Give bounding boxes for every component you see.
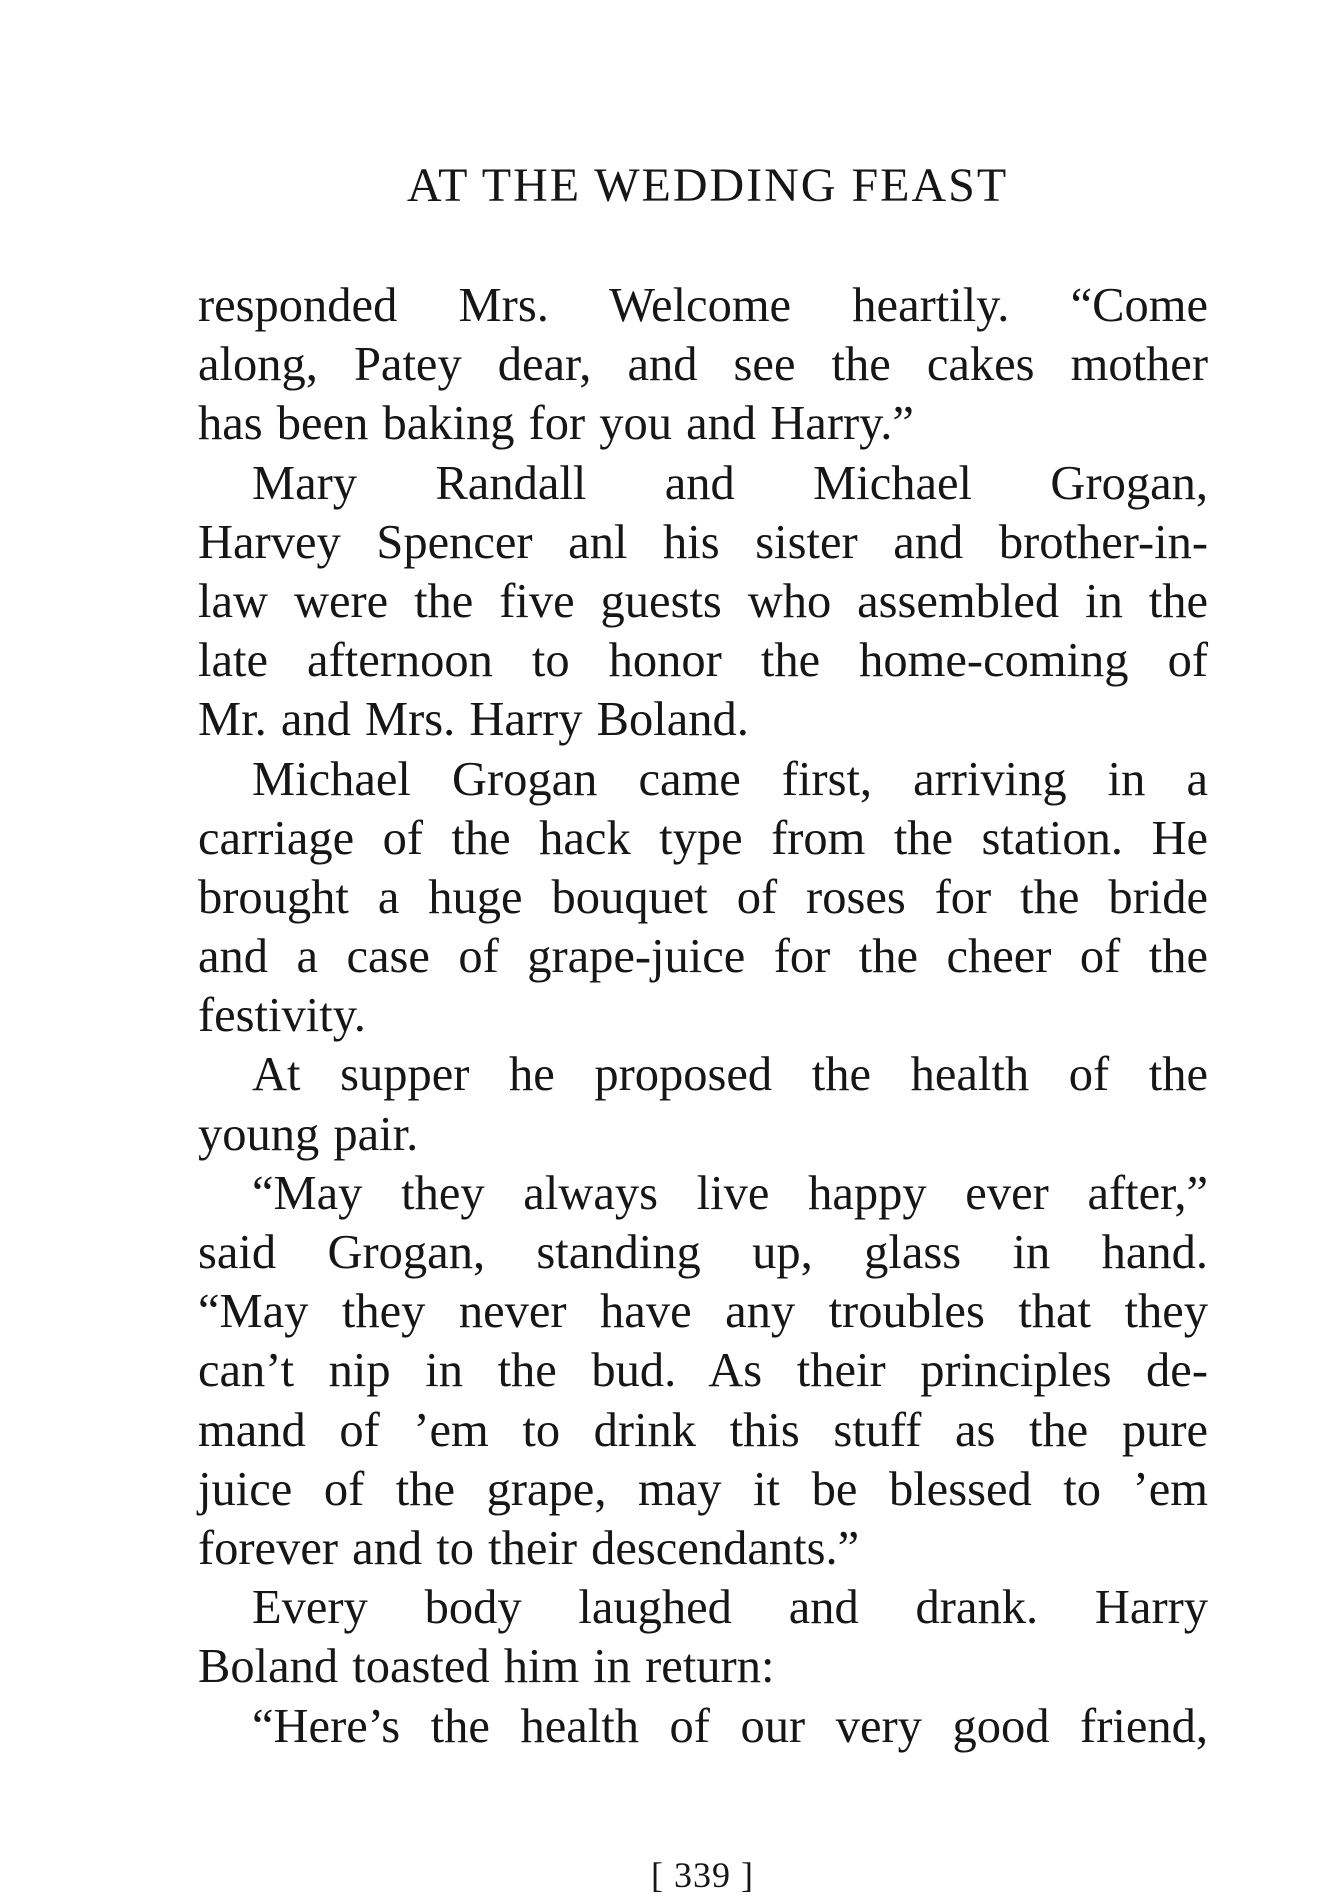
text-line: “May they always live happy ever after,” [252,1166,1208,1220]
text-line: At supper he proposed the health of the [252,1048,1208,1102]
text-line: Boland toasted him in return: [198,1640,775,1694]
text-line: can’t nip in the bud. As their principles de- [198,1344,1208,1398]
text-line: responded Mrs. Welcome heartily. “Come [198,279,1208,332]
text-line: festivity. [198,989,366,1043]
running-head: AT THE WEDDING FEAST [406,159,1009,212]
text-line: said Grogan, standing up, glass in hand. [198,1226,1208,1279]
text-line: Every body laughed and drank. Harry [252,1581,1208,1635]
text-line: and a case of grape-juice for the cheer of the [198,930,1208,984]
text-line: Michael Grogan came first, arriving in a [252,752,1208,806]
body-text [198,276,1208,1756]
text-line: law were the five guests who assembled in the [198,574,1208,628]
text-line: “Here’s the health of our very good friend, [252,1699,1208,1753]
text-line: along, Patey dear, and see the cakes mother [198,338,1208,392]
text-line: carriage of the hack type from the station. He [198,811,1208,865]
text-line: has been baking for you and Harry.” [198,397,914,451]
text-line: forever and to their descendants.” [198,1521,860,1575]
text-line: brought a huge bouquet of roses for the bride [198,870,1208,924]
text-line: Harvey Spencer anl his sister and brother-in- [198,515,1208,569]
text-line: Mary Randall and Michael Grogan, [252,456,1208,510]
text-line: Mr. and Mrs. Harry Boland. [198,693,749,747]
text-line: mand of ’em to drink this stuff as the pure [198,1403,1208,1457]
text-line: young pair. [198,1107,419,1161]
text-line: “May they never have any troubles that they [198,1285,1208,1339]
page-number: [ 339 ] [651,1855,754,1895]
text-line: late afternoon to honor the home-coming of [198,634,1208,688]
text-line: juice of the grape, may it be blessed to ’em [198,1462,1208,1516]
